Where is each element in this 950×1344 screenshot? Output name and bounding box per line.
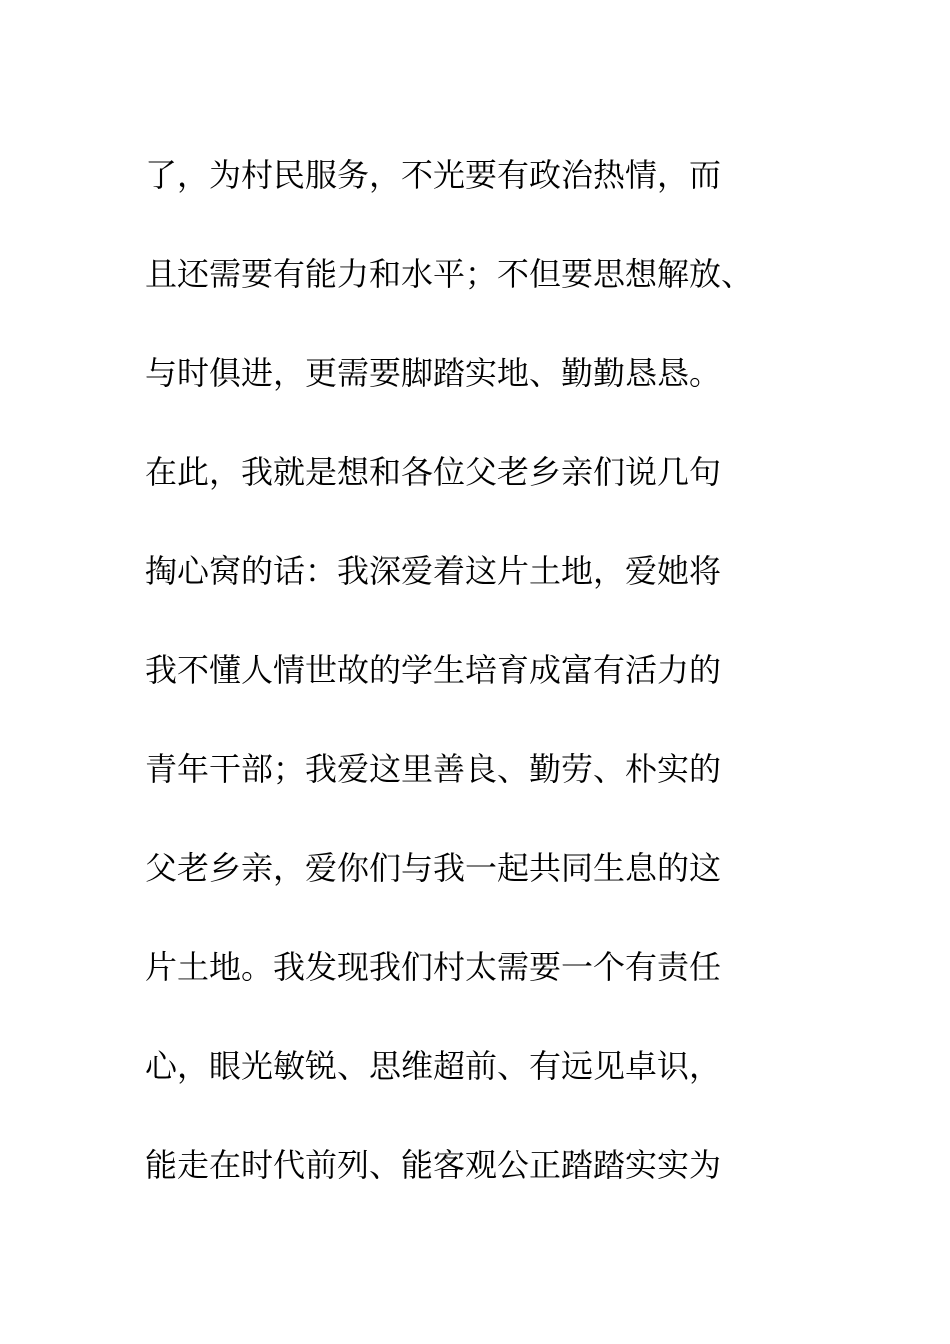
document-body	[145, 126, 865, 1215]
text-line: 青年干部；我爱这里善良、勤劳、朴实的	[145, 750, 722, 788]
text-line: 我不懂人情世故的学生培育成富有活力的	[145, 651, 722, 689]
text-line: 心，眼光敏锐、思维超前、有远见卓识，	[145, 1047, 722, 1085]
text-line: 且还需要有能力和水平；不但要思想解放、	[145, 255, 754, 293]
text-line: 父老乡亲，爱你们与我一起共同生息的这	[145, 849, 722, 887]
text-line: 在此，我就是想和各位父老乡亲们说几句	[145, 453, 722, 491]
text-line: 了，为村民服务，不光要有政治热情，而	[145, 156, 722, 194]
text-line: 掏心窝的话：我深爱着这片土地，爱她将	[145, 552, 722, 590]
text-line: 与时俱进，更需要脚踏实地、勤勤恳恳。	[145, 354, 722, 392]
text-line: 片土地。我发现我们村太需要一个有责任	[145, 948, 722, 986]
text-line: 能走在时代前列、能客观公正踏踏实实为	[145, 1146, 722, 1184]
